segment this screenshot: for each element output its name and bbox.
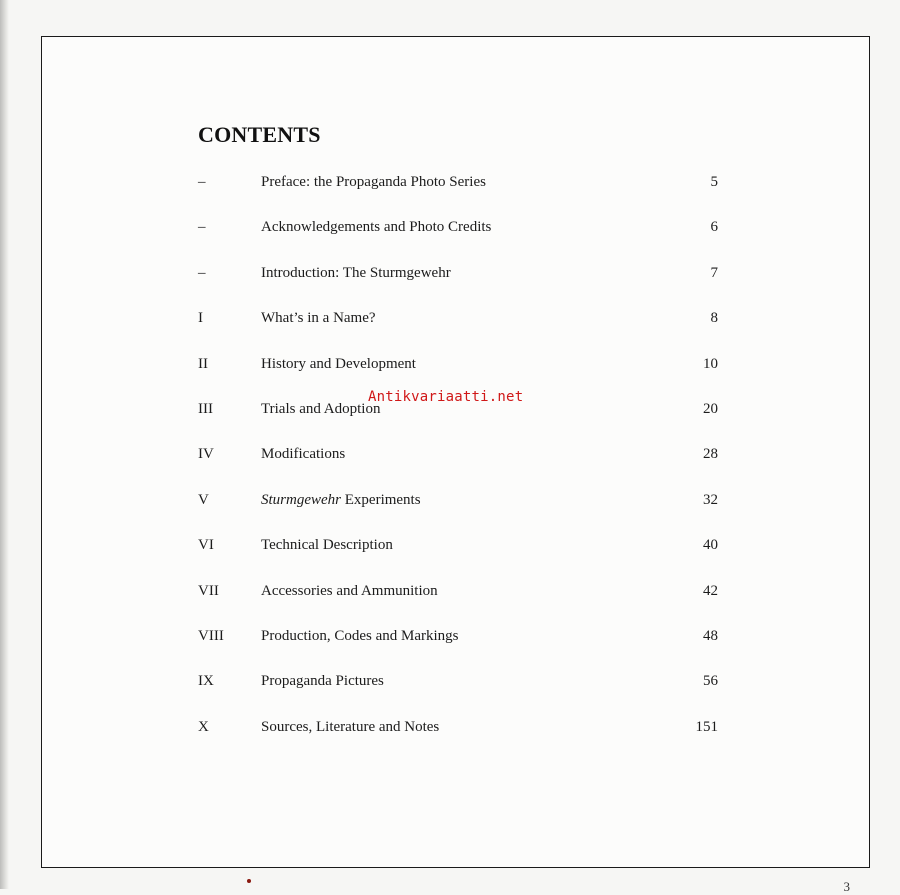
- toc-chapter-title: Technical Description: [261, 537, 393, 554]
- toc-chapter-number: IV: [198, 446, 214, 463]
- toc-row: [198, 715, 738, 760]
- toc-page-number: 40: [703, 537, 718, 554]
- toc-row: [198, 624, 738, 669]
- toc-chapter-title: Sources, Literature and Notes: [261, 718, 440, 735]
- toc-chapter-title: Propaganda Pictures: [261, 673, 384, 690]
- toc-chapter-title-rest: Experiments: [341, 491, 421, 508]
- toc-page-number: 28: [703, 446, 718, 463]
- toc-page-number: 48: [703, 627, 718, 644]
- toc-chapter-title: History and Development: [261, 355, 416, 372]
- toc-row: [198, 488, 738, 533]
- toc-row: [198, 215, 738, 260]
- toc-page-number: 5: [710, 174, 718, 190]
- toc-chapter-number: –: [198, 174, 206, 190]
- contents-heading: CONTENTS: [198, 122, 321, 147]
- toc-page-number: 151: [695, 718, 718, 735]
- toc-row: [198, 669, 738, 714]
- toc-page-number: 8: [710, 310, 718, 327]
- toc-chapter-number: VIII: [198, 627, 224, 644]
- toc-chapter-number: X: [198, 718, 209, 735]
- toc-page-number: 7: [710, 264, 718, 281]
- toc-chapter-number: VII: [198, 582, 219, 599]
- toc-chapter-number: –: [198, 264, 206, 281]
- toc-chapter-number: –: [198, 219, 206, 236]
- toc-chapter-title: Production, Codes and Markings: [261, 627, 459, 644]
- toc-chapter-number: II: [198, 355, 208, 372]
- table-of-contents: [198, 170, 738, 760]
- toc-chapter-title: Accessories and Ammunition: [261, 582, 438, 599]
- watermark: Antikvariaatti.net: [368, 389, 524, 405]
- toc-chapter-title-italic: Sturmgewehr: [261, 491, 341, 508]
- toc-chapter-title: Preface: the Propaganda Photo Series: [261, 174, 486, 190]
- toc-chapter-number: IX: [198, 673, 214, 690]
- toc-page-number: 10: [703, 355, 718, 372]
- toc-page-number: 6: [710, 219, 718, 236]
- toc-page-number: 56: [703, 673, 718, 690]
- toc-chapter-title: Introduction: The Sturmgewehr: [261, 264, 451, 281]
- toc-chapter-title: Modifications: [261, 446, 346, 463]
- toc-chapter-number: III: [198, 400, 213, 417]
- toc-row: [198, 533, 738, 578]
- toc-row: [198, 442, 738, 487]
- toc-chapter-number: I: [198, 310, 203, 327]
- toc-chapter-title: Trials and Adoption: [261, 400, 381, 417]
- toc-row: [198, 170, 738, 215]
- toc-page-number: 42: [703, 582, 718, 599]
- toc-page-number: 32: [703, 491, 718, 508]
- toc-row: [198, 306, 738, 351]
- toc-chapter-number: VI: [198, 537, 214, 554]
- corner-page-number: 3: [843, 879, 850, 894]
- toc-chapter-title: What’s in a Name?: [261, 310, 376, 327]
- toc-page-number: 20: [703, 400, 718, 417]
- toc-chapter-title: [261, 488, 421, 512]
- toc-chapter-title: Acknowledgements and Photo Credits: [261, 219, 492, 236]
- toc-chapter-number: V: [198, 491, 209, 508]
- toc-row: [198, 261, 738, 306]
- red-speck: [247, 879, 251, 883]
- toc-row: [198, 579, 738, 624]
- page-binding-edge: [0, 0, 9, 889]
